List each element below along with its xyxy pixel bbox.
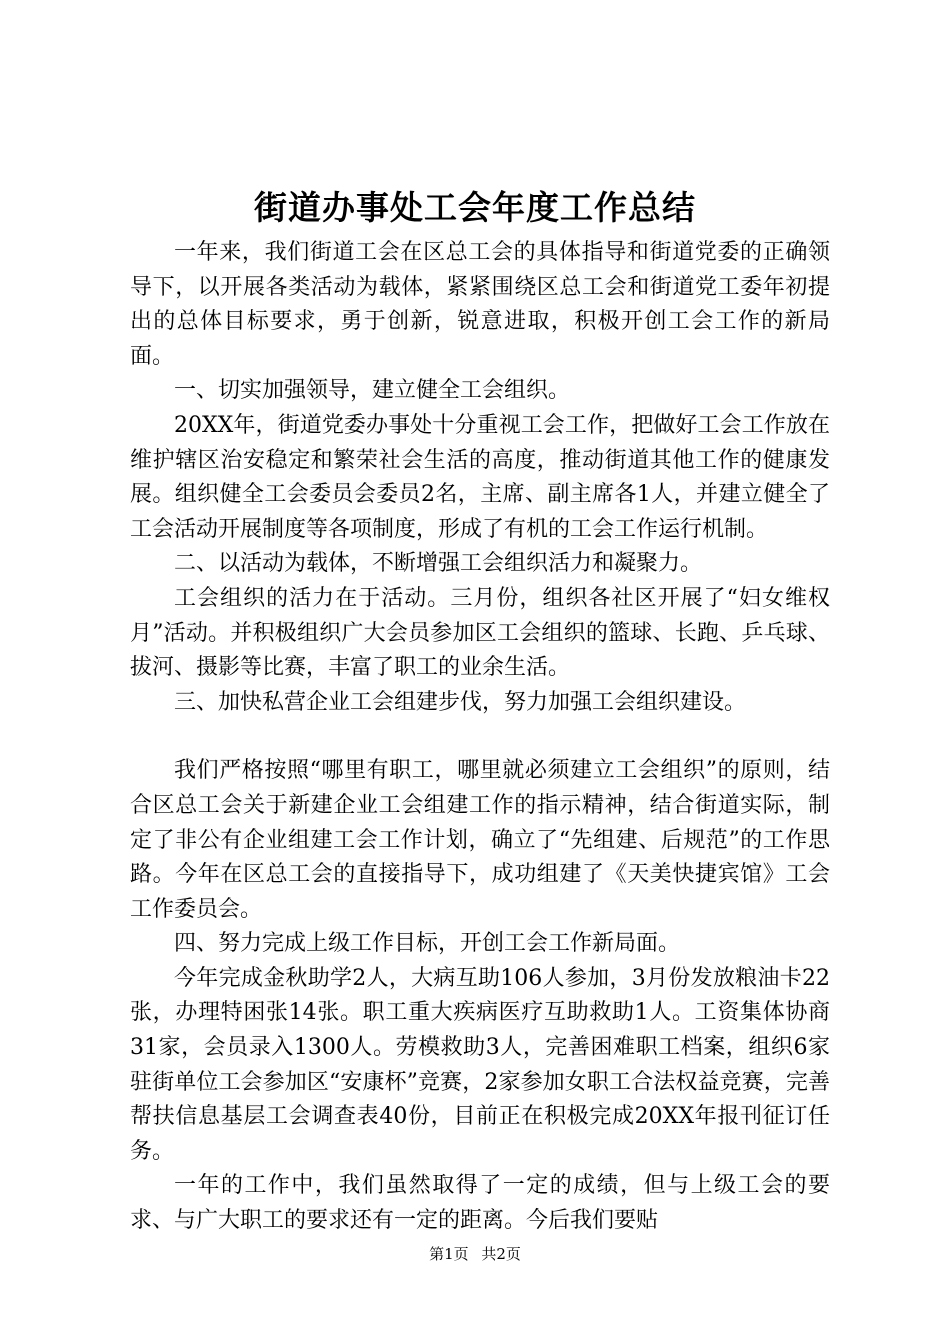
section-heading-2: 二、以活动为载体，不断增强工会组织活力和凝聚力。 [174, 551, 703, 577]
section-heading-1: 一、切实加强领导，建立健全工会组织。 [174, 378, 571, 404]
section-heading-4: 四、努力完成上级工作目标，开创工会工作新局面。 [174, 931, 681, 957]
paragraph-intro: 一年来，我们街道工会在区总工会的具体指导和街道党委的正确领导下，以开展各类活动为载体，紧紧围绕区总工会和街道党工委年初提出的总体目标要求，勇于创新，锐意进取，积极开创工会工作的新局面。 [130, 240, 830, 369]
page-footer [0, 1244, 950, 1264]
paragraph-section-1: 20XX年，街道党委办事处十分重视工会工作，把做好工会工作放在维护辖区治安稳定和繁荣社会生活的高度，推动街道其他工作的健康发展。组织健全工会委员会委员2名，主席、副主席各1人，并建立健全了工会活动开展制度等各项制度，形成了有机的工会工作运行机制。 [130, 412, 830, 542]
document-body [130, 236, 830, 1239]
document-title: 街道办事处工会年度工作总结 [254, 188, 696, 227]
section-heading-3: 三、加快私营企业工会组建步伐，努力加强工会组织建设。 [174, 689, 747, 715]
paragraph-section-4: 今年完成金秋助学2人，大病互助106人参加，3月份发放粮油卡22张，办理特困张14张。职工重大疾病医疗互助救助1人。工资集体协商31家，会员录入1300人。劳模救助3人，完善困难职工档案，组织6家驻街单位工会参加区“安康杯”竞赛，2家参加女职工合法权益竞赛，完善帮扶信息基层工会调查表40份，目前正在积极完成20XX年报刊征订任务。 [130, 965, 830, 1164]
paragraph-section-2: 工会组织的活力在于活动。三月份，组织各社区开展了“妇女维权月”活动。并积极组织广大会员参加区工会组织的篮球、长跑、乒乓球、拔河、摄影等比赛，丰富了职工的业余生活。 [130, 585, 830, 681]
page-number-current: 第1页 [429, 1245, 469, 1263]
paragraph-closing: 一年的工作中，我们虽然取得了一定的成绩，但与上级工会的要求、与广大职工的要求还有一定的距离。今后我们要贴 [130, 1173, 830, 1234]
paragraph-section-3: 我们严格按照“哪里有职工，哪里就必须建立工会组织”的原则，结合区总工会关于新建企业工会组建工作的指示精神，结合街道实际，制定了非公有企业组建工会工作计划，确立了“先组建、后规范”的工作思路。今年在区总工会的直接指导下，成功组建了《天美快捷宾馆》工会工作委员会。 [130, 758, 830, 922]
page-number-total: 共2页 [481, 1245, 521, 1263]
